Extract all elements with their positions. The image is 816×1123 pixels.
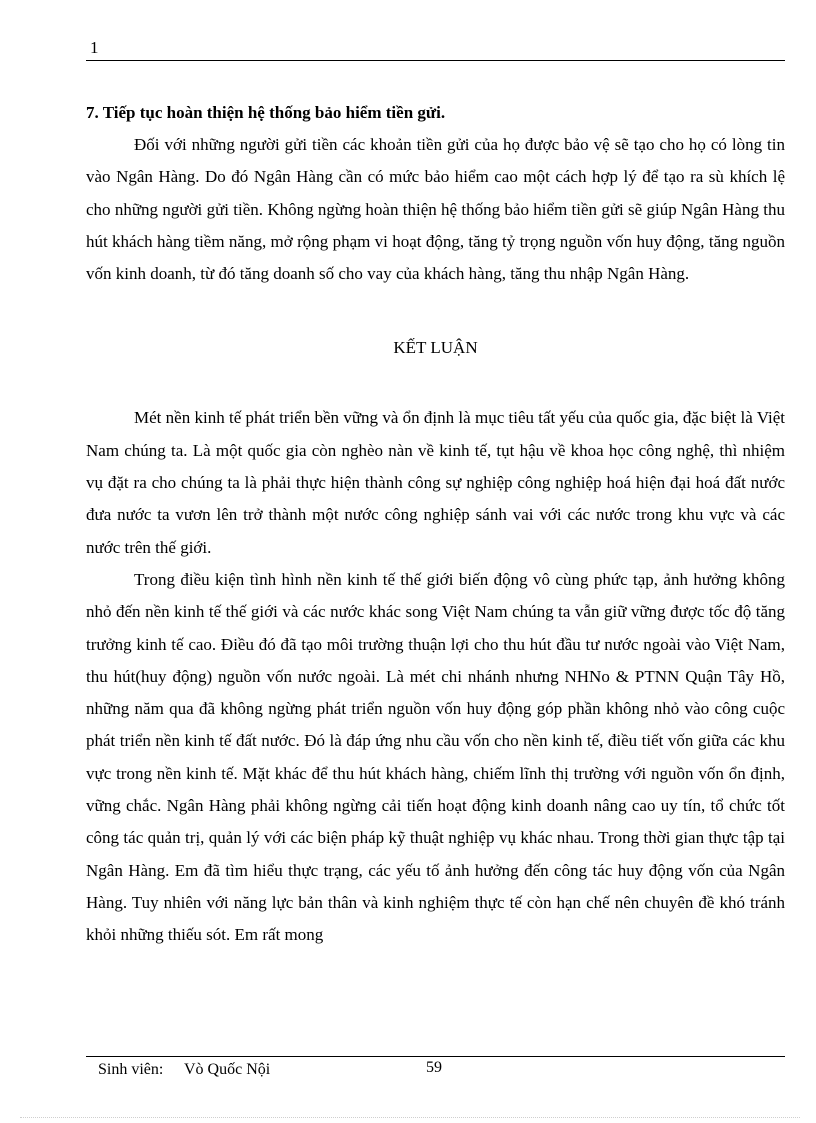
conclusion-paragraph-2: Trong điều kiện tình hình nền kinh tế thế giới biến động vô cùng phức tạp, ảnh hưởng không nhỏ đến nền kinh tế thế giới và các nước khác song Việt Nam chúng ta vẫn giữ vững được tốc độ tăng trưởng kinh tế cao. Điều đó đã tạo môi trường thuận lợi cho thu hút đầu tư nước ngoài vào Việt Nam, thu hút(huy động) nguồn vốn nước ngoài. Là mét chi nhánh nhưng NHNo & PTNN Quận Tây Hồ, những năm qua đã không ngừng phát triển nguồn vốn huy động góp phần không nhỏ vào công cuộc phát triển nền kinh tế đất nước. Đó là đáp ứng nhu cầu vốn cho nền kinh tế, điều tiết vốn giữa các khu vực trong nền kinh tế. Mặt khác để thu hút khách hàng, chiếm lĩnh thị trường với nguồn vốn ổn định, vững chắc. Ngân Hàng phải không ngừng cải tiến hoạt động kinh doanh nâng cao uy tín, tổ chức tốt công tác quản trị, quản lý với các biện pháp kỹ thuật nghiệp vụ khác nhau. Trong thời gian thực tập tại Ngân Hàng. Em đã tìm hiểu thực trạng, các yếu tố ảnh hưởng đến công tác huy động vốn của Ngân Hàng. Tuy nhiên với năng lực bản thân và kinh nghiệm thực tế còn hạn chế nên chuyên đề khó tránh khỏi những thiếu sót. Em rất mong — [86, 569, 785, 945]
section-heading: 7. Tiếp tục hoàn thiện hệ thống bảo hiểm tiền gửi. — [86, 103, 446, 122]
header-page-number: 1 — [90, 38, 99, 57]
conclusion-title: KẾT LUẬN — [393, 338, 478, 358]
page-edge-divider — [20, 1117, 800, 1118]
page-footer — [86, 1056, 785, 1085]
conclusion-paragraph-1: Mét nền kinh tế phát triển bền vững và ổn định là mục tiêu tất yếu của quốc gia, đặc biệt là Việt Nam chúng ta. Là một quốc gia còn nghèo nàn về kinh tế, tụt hậu về khoa học công nghệ, thì nhiệm vụ đặt ra cho chúng ta là phải thực hiện thành công sự nghiệp công nghiệp hoá hiện đại hoá đất nước đưa nước ta vươn lên trở thành một nước công nghiệp sánh vai với các nước trong khu vực và các nước trên thế giới. — [86, 408, 785, 557]
section-paragraph: Đối với những người gửi tiền các khoản tiền gửi của họ được bảo vệ sẽ tạo cho họ có lòng tin vào Ngân Hàng. Do đó Ngân Hàng cần có mức bảo hiểm cao một cách hợp lý để tạo ra sù khích lệ cho những người gửi tiền. Không ngừng hoàn thiện hệ thống bảo hiểm tiền gửi sẽ giúp Ngân Hàng thu hút khách hàng tiềm năng, mở rộng phạm vi hoạt động, tăng tỷ trọng nguồn vốn huy động, tăng nguồn vốn kinh doanh, từ đó tăng doanh số cho vay của khách hàng, tăng thu nhập Ngân Hàng. — [86, 135, 785, 284]
footer-page-number: 59 — [426, 1059, 442, 1076]
page-header — [86, 36, 785, 61]
document-body — [86, 97, 785, 952]
footer-student-label: Sinh viên: — [98, 1061, 164, 1078]
footer-student-name: Vò Quốc Nội — [184, 1061, 271, 1078]
